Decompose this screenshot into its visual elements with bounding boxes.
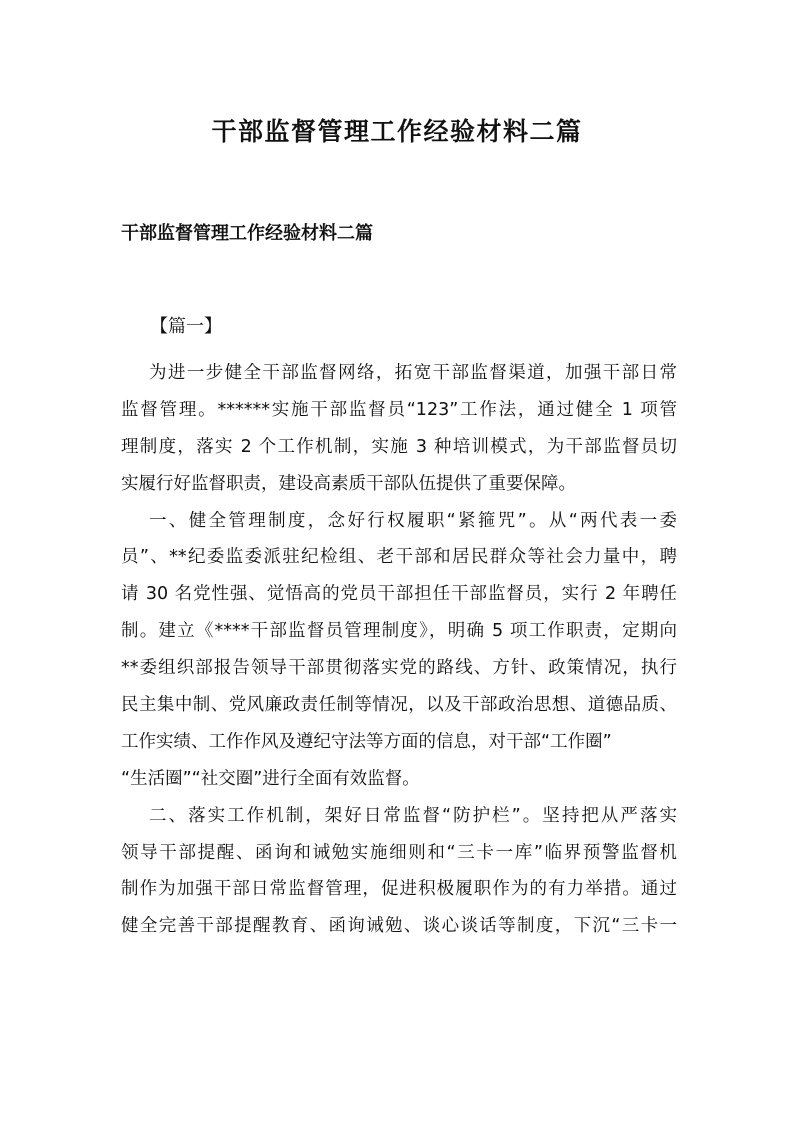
paragraph-line: **委组织部报告领导干部贯彻落实党的路线、方针、政策情况，执行 (121, 658, 677, 679)
paragraph-line: 理制度，落实 2 个工作机制，实施 3 种培训模式，为干部监督员切 (121, 436, 677, 457)
paragraph-2 (121, 503, 677, 798)
paragraph-line: 制。建立《****干部监督员管理制度》，明确 5 项工作职责，定期向 (121, 621, 677, 642)
paragraph-line: 为进一步健全干部监督网络，拓宽干部监督渠道，加强干部日常 (149, 363, 677, 383)
paragraph-line: 实履行好监督职责，建设高素质干部队伍提供了重要保障。 (121, 473, 576, 494)
section-label: 【篇一】 (150, 316, 222, 337)
paragraph-line: 工作实绩、工作作风及遵纪守法等方面的信息，对干部“工作圈” (121, 731, 612, 752)
document-body (121, 355, 677, 945)
paragraph-line: 一、健全管理制度，念好行权履职“紧箍咒”。从“两代表一委 (149, 510, 677, 531)
paragraph-line: 二、落实工作机制，架好日常监督“防护栏”。坚持把从严落实 (149, 805, 677, 826)
paragraph-line: 请 30 名党性强、觉悟高的党员干部担任干部监督员，实行 2 年聘任 (121, 584, 677, 605)
document-subtitle: 干部监督管理工作经验材料二篇 (121, 223, 373, 244)
paragraph-line: 监督管理。******实施干部监督员“123”工作法，通过健全 1 项管 (121, 399, 677, 420)
paragraph-line: 员”、**纪委监委派驻纪检组、老干部和居民群众等社会力量中，聘 (121, 547, 677, 568)
document-title: 干部监督管理工作经验材料二篇 (211, 117, 583, 146)
paragraph-3 (121, 798, 677, 946)
paragraph-line: 领导干部提醒、函询和诫勉实施细则和“三卡一库”临界预警监督机 (121, 842, 677, 863)
paragraph-line: “生活圈”“社交圈”进行全面有效监督。 (121, 768, 420, 789)
paragraph-line: 制作为加强干部日常监督管理，促进积极履职作为的有力举措。通过 (121, 879, 677, 900)
paragraph-1 (121, 355, 677, 503)
paragraph-line: 民主集中制、党风廉政责任制等情况，以及干部政治思想、道德品质、 (121, 695, 677, 716)
paragraph-line: 健全完善干部提醒教育、函询诫勉、谈心谈话等制度，下沉“三卡一 (121, 916, 677, 937)
